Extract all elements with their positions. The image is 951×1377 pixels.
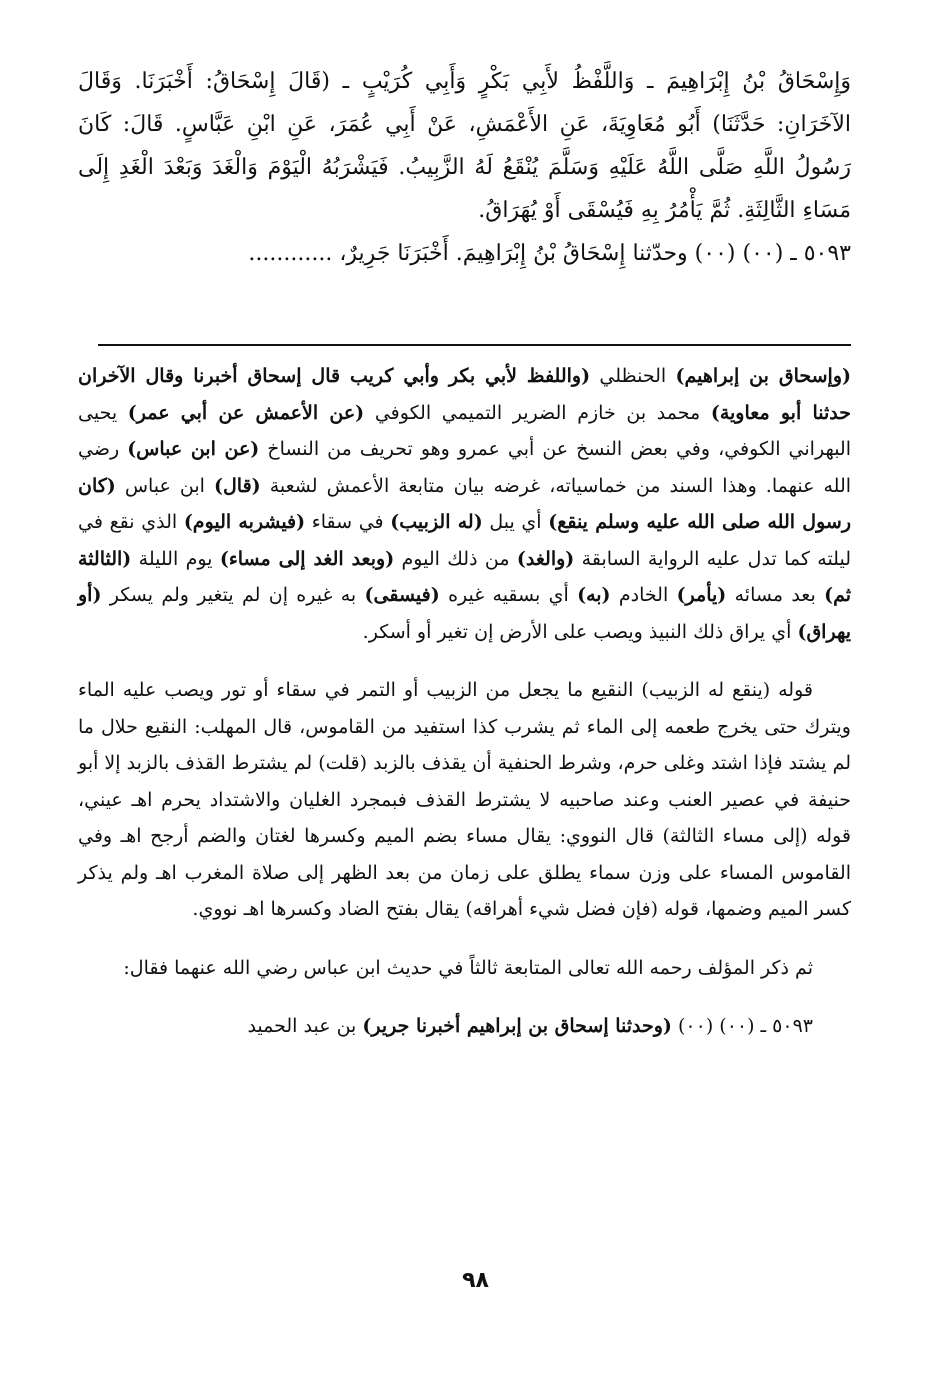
paragraph-gap [78,650,851,672]
bold-matn-quote: (له الزبيب) [390,511,483,533]
commentary-text: الخادم [610,584,677,606]
sharh-paragraph-2 [78,672,851,928]
commentary-text: ٥٠٩٣ ـ (٠٠) (٠٠) [671,1015,813,1037]
commentary-text: أي يراق ذلك النبيذ ويصب على الأرض إن تغير أو أسكر. [362,620,798,643]
commentary-text: يوم الليلة [131,547,220,570]
bold-matn-quote: (عن الأعمش عن أبي عمر) [127,401,365,424]
commentary-text: الحنظلي [590,365,676,387]
bold-matn-quote: (وإسحاق بن إبراهيم) [675,365,851,387]
commentary-text: به غيره إن لم يتغير ولم يسكر [101,584,365,606]
commentary-text: محمد بن خازم الضرير التميمي الكوفي [364,401,711,424]
bold-matn-quote: (قال) [214,474,261,497]
commentary-text: رضي الله عنهما. وهذا السند من خماسياته، غرضه بيان متابعة الأعمش لشعبة [78,438,852,497]
page-number: ٩٨ [462,1268,489,1293]
commentary-text: بعد مسائه [726,584,825,606]
commentary-text: يحيى البهراني الكوفي، وفي بعض النسخ عن أبي عمرو وهو تحريف من النساخ [78,401,851,460]
bold-matn-quote: (وحدثنا إسحاق بن إبراهيم أخبرنا جرير) [362,1015,672,1037]
bold-matn-quote: (وبعد الغد إلى مساء) [219,547,395,570]
sharh-paragraph-1 [78,358,851,650]
matn-paragraph [78,60,851,232]
commentary-text: ابن عباس [115,474,214,497]
bold-matn-quote: (واللفظ لأبي بكر وأبي كريب قال إسحاق أخبرنا وقال الآخران حدثنا أبو معاوية) [78,365,851,424]
hadith-5093-line [78,232,851,275]
sharh-paragraph-3 [78,950,851,987]
bold-matn-quote: (فيشربه اليوم) [183,511,306,533]
commentary-text: ثم ذكر المؤلف رحمه الله تعالى المتابعة ثالثاً في حديث ابن عباس رضي الله عنهما فقال: [123,956,813,979]
sharh-paragraph-4 [78,1008,851,1045]
bold-matn-quote: (عن ابن عباس) [127,438,260,460]
commentary-text: قوله (ينقع له الزبيب) النقيع ما يجعل من الزبيب أو التمر في سقاء أو تور ويصب عليه الماء ويترك حتى يخرج طعمه إلى الماء ثم يشرب كذا استفيد من القاموس، قال المهلب: النقيع حلال ما لم يشتد فإذا اشتد وغلى حرم، وشرط الحنفية أن يقذف بالزبد (قلت) لم يشترط القذف بالزبد إلا أبو حنيفة في عصير العنب وعند صاحبيه لا يشترط القذف فبمجرد الغليان والاشتداد يحرم اهـ عيني، قوله (إلى مساء الثالثة) قال النووي: يقال مساء بضم الميم وكسرها لغتان والضم أرجح اهـ وفي القاموس المساء على وزن سماء يطلق على زمان من بعد الظهر إلى صلاة المغرب اهـ ولم يذكر كسر الميم وضمها، قوله (فإن فضل شيء أهراقه) يقال بفتح الضاد وكسرها اهـ نووي. [78,679,851,920]
commentary-text: في سقاء [305,511,391,533]
bold-matn-quote: (الثالثة ثم) [78,547,852,606]
bold-matn-quote: (والغد) [516,547,575,570]
hadith-5093-text: ٥٠٩٣ ـ (٠٠) (٠٠) وحدّثنا إِسْحَاقُ بْنُ إِبْرَاهِيمَ. أَخْبَرَنَا جَرِيرٌ، [339,241,851,266]
commentary-text: أي بسقيه غيره [439,584,578,606]
paragraph-gap [78,986,851,1008]
bold-matn-quote: (فيسقى) [364,584,440,606]
sharh-section [78,358,851,1045]
commentary-text: الذي نقع في ليلته كما تدل عليه الرواية السابقة [78,511,851,570]
bold-matn-quote: (يأمر) [676,584,727,606]
bold-matn-quote: (كان رسول الله صلى الله عليه وسلم ينقع) [78,474,851,533]
matn-text: وَإِسْحَاقُ بْنُ إِبْرَاهِيمَ ـ وَاللَّفْظُ لأَبِي بَكْرٍ وَأَبِي كُرَيْبٍ ـ (قَالَ إِسْحَاقُ: أَخْبَرَنَا. وَقَالَ الآخَرَانِ: حَدَّثَنَا) أَبُو مُعَاوِيَةَ، عَنِ الأَعْمَشِ، عَنْ أَبِي عُمَرَ، عَنِ ابْنِ عَبَّاسٍ. قَالَ: كَانَ رَسُولُ اللَّهِ صَلَّى اللَّهُ عَلَيْهِ وَسَلَّمَ يُنْقَعُ لَهُ الزَّبِيبُ. فَيَشْرَبُهُ الْيَوْمَ وَالْغَدَ وَبَعْدَ الْغَدِ إِلَى مَسَاءِ الثَّالِثَةِ. ثُمَّ يَأْمُرُ بِهِ فَيُسْقَى أَوْ يُهَرَاقُ. [78,69,851,223]
commentary-text: أي يبل [482,511,549,533]
paragraph-gap [78,928,851,950]
continuation-dots: ............ [248,241,333,266]
commentary-text: من ذلك اليوم [394,547,517,570]
bold-matn-quote: (به) [577,584,611,606]
footnote-separator [98,344,851,346]
commentary-text: بن عبد الحميد [247,1015,363,1037]
matn-section [78,60,851,275]
bold-matn-quote: (أو يهراق) [78,584,851,643]
